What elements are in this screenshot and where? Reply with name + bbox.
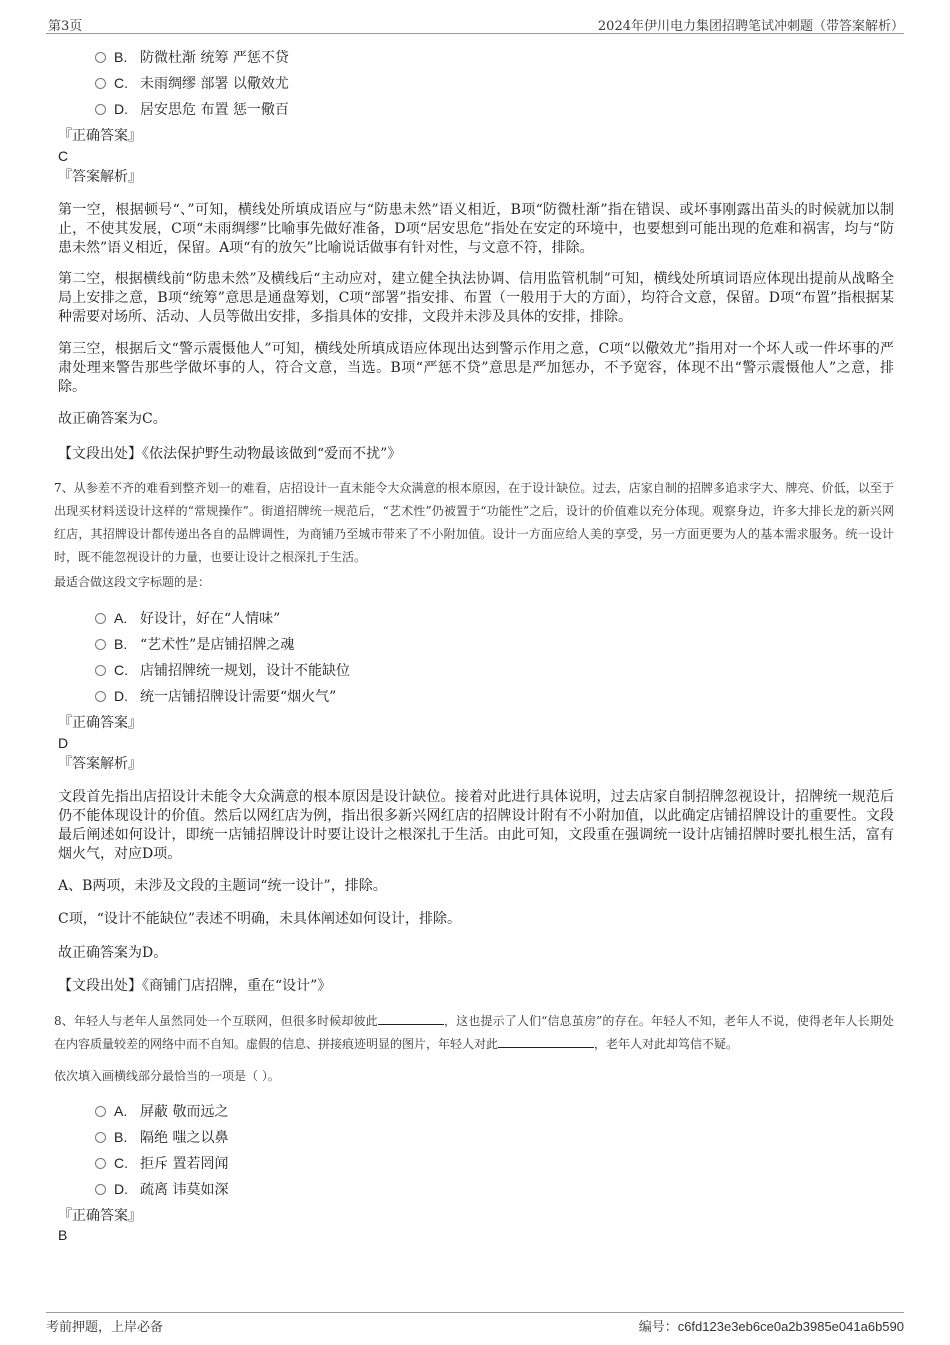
- page-footer: [46, 1312, 904, 1334]
- q7-option-b[interactable]: B. “艺术性”是店铺招牌之魂: [95, 635, 294, 654]
- analysis-paragraph: 第一空，根据顿号“、”可知，横线处所填成语应与“防患未然”语义相近，B项“防微杜渐”指在错误、或坏事刚露出苗头的时候就加以制止，不使其发展，C项“未雨绸缪”比喻事先做好准备，D项“居安思危”指处在安定的环境中，也要想到可能出现的危难和祸害，均与“防患未然”语义相近，保留。A项“有的放矢”比喻说话做事有针对性，与文意不符，排除。: [58, 202, 894, 256]
- answer-label: 『正确答案』: [58, 128, 142, 144]
- radio-icon[interactable]: [95, 613, 106, 624]
- document-title: 2024年伊川电力集团招聘笔试冲刺题（带答案解析）: [597, 19, 904, 34]
- radio-icon[interactable]: [95, 78, 106, 89]
- answer-value: B: [58, 1227, 68, 1243]
- fill-blank: [498, 1036, 594, 1048]
- q8-option-c[interactable]: C. 拒斥 置若罔闻: [95, 1154, 228, 1173]
- page-number: 第3页: [48, 19, 83, 34]
- analysis-conclusion: 故正确答案为D。: [58, 945, 168, 961]
- question-prompt: 依次填入画横线部分最恰当的一项是（ ）。: [54, 1069, 280, 1083]
- radio-icon[interactable]: [95, 639, 106, 650]
- answer-label: 『正确答案』: [58, 1208, 142, 1224]
- analysis-paragraph: 第三空，根据后文“警示震慑他人”可知，横线处所填成语应体现出达到警示作用之意，C项“以儆效尤”指用对一个坏人或一件坏事的严肃处理来警告那些学做坏事的人，符合文意，当选。B项“严惩不贷”意思是严加惩办，不予宽容，体现不出“警示震慑他人”之意，排除。: [58, 341, 894, 395]
- q7-option-c[interactable]: C. 店铺招牌统一规划，设计不能缺位: [95, 661, 350, 680]
- radio-icon[interactable]: [95, 104, 106, 115]
- radio-icon[interactable]: [95, 52, 106, 63]
- fill-blank: [378, 1013, 444, 1025]
- answer-value: D: [58, 735, 69, 751]
- q6-option-c[interactable]: C. 未雨绸缪 部署 以儆效尤: [95, 74, 289, 93]
- q8-option-a[interactable]: A. 屏蔽 敬而远之: [95, 1102, 228, 1121]
- radio-icon[interactable]: [95, 665, 106, 676]
- page-header: [46, 14, 904, 34]
- q6-option-d[interactable]: D. 居安思危 布置 惩一儆百: [95, 100, 289, 119]
- q6-option-b[interactable]: B. 防微杜渐 统筹 严惩不贷: [95, 48, 289, 67]
- q8-option-b[interactable]: B. 隔绝 嗤之以鼻: [95, 1128, 228, 1147]
- question-stem: 7、从参差不齐的难看到整齐划一的难看，店招设计一直未能令大众满意的根本原因，在于设计缺位。过去，店家自制的招牌多追求字大、牌亮、价低，以至于出现买材料送设计这样的“常规操作”。街道招牌统一规范后，“艺术性”仍被置于“功能性”之后，设计的价值难以充分体现。观察身边，许多大排长龙的新兴网红店，其招牌设计都传递出各自的品牌调性，为商铺乃至城市带来了不小附加值。设计一方面应给人美的享受，另一方面更要为人的基本需求服务。统一设计时，既不能忽视设计的力量，也要让设计之根深扎于生活。: [54, 481, 894, 564]
- analysis-label: 『答案解析』: [58, 169, 142, 185]
- q7-option-a[interactable]: A. 好设计，好在“人情味”: [95, 609, 280, 628]
- analysis-label: 『答案解析』: [58, 756, 142, 772]
- analysis-paragraph: C项，“设计不能缺位”表述不明确，未具体阐述如何设计，排除。: [58, 911, 462, 927]
- radio-icon[interactable]: [95, 1106, 106, 1117]
- analysis-conclusion: 故正确答案为C。: [58, 411, 167, 427]
- analysis-paragraph: 第二空，根据横线前“防患未然”及横线后“主动应对，建立健全执法协调、信用监管机制”可知，横线处所填词语应体现出提前从战略全局上安排之意，B项“统筹”意思是通盘筹划，C项“部署”指安排、布置（一般用于大的方面），均符合文意，保留。D项“布置”指根据某种需要对场所、活动、人员等做出安排，多指具体的安排，文段并未涉及具体的安排，排除。: [58, 271, 894, 325]
- analysis-paragraph: A、B两项，未涉及文段的主题词“统一设计”，排除。: [58, 878, 387, 894]
- question-prompt: 最适合做这段文字标题的是：: [54, 575, 211, 589]
- radio-icon[interactable]: [95, 1184, 106, 1195]
- q7-option-d[interactable]: D. 统一店铺招牌设计需要“烟火气”: [95, 687, 336, 706]
- radio-icon[interactable]: [95, 1158, 106, 1169]
- document-id: 编号：c6fd123e3eb6ce0a2b3985e041a6b590: [638, 1319, 904, 1334]
- source-citation: 【文段出处】《依法保护野生动物最该做到“爱而不扰”》: [58, 446, 402, 462]
- question-stem: 8、年轻人与老年人虽然同处一个互联网，但很多时候却彼此 ，这也提示了人们“信息茧房”的存在。年轻人不知，老年人不说，使得老年人长期处在内容质量较差的网络中而不自知。虚假的信息、拼接痕迹明显的图片，年轻人对此 ，老年人对此却笃信不疑。: [54, 1014, 894, 1051]
- footer-slogan: 考前押题，上岸必备: [46, 1320, 164, 1335]
- analysis-paragraph: 文段首先指出店招设计未能令大众满意的根本原因是设计缺位。接着对此进行具体说明，过去店家自制招牌忽视设计，招牌统一规范后仍不能体现设计的价值。然后以网红店为例，指出很多新兴网红店的招牌设计附有不小附加值，以此确定店铺招牌设计的重要性。文段最后阐述如何设计，即统一店铺招牌设计时要让设计之根深扎于生活。由此可知，文段重在强调统一设计店铺招牌时要扎根生活，富有烟火气，对应D项。: [58, 789, 894, 862]
- answer-value: C: [58, 148, 69, 164]
- radio-icon[interactable]: [95, 1132, 106, 1143]
- radio-icon[interactable]: [95, 691, 106, 702]
- answer-label: 『正确答案』: [58, 715, 142, 731]
- q8-option-d[interactable]: D. 疏离 讳莫如深: [95, 1180, 228, 1199]
- source-citation: 【文段出处】《商铺门店招牌，重在“设计”》: [58, 978, 332, 994]
